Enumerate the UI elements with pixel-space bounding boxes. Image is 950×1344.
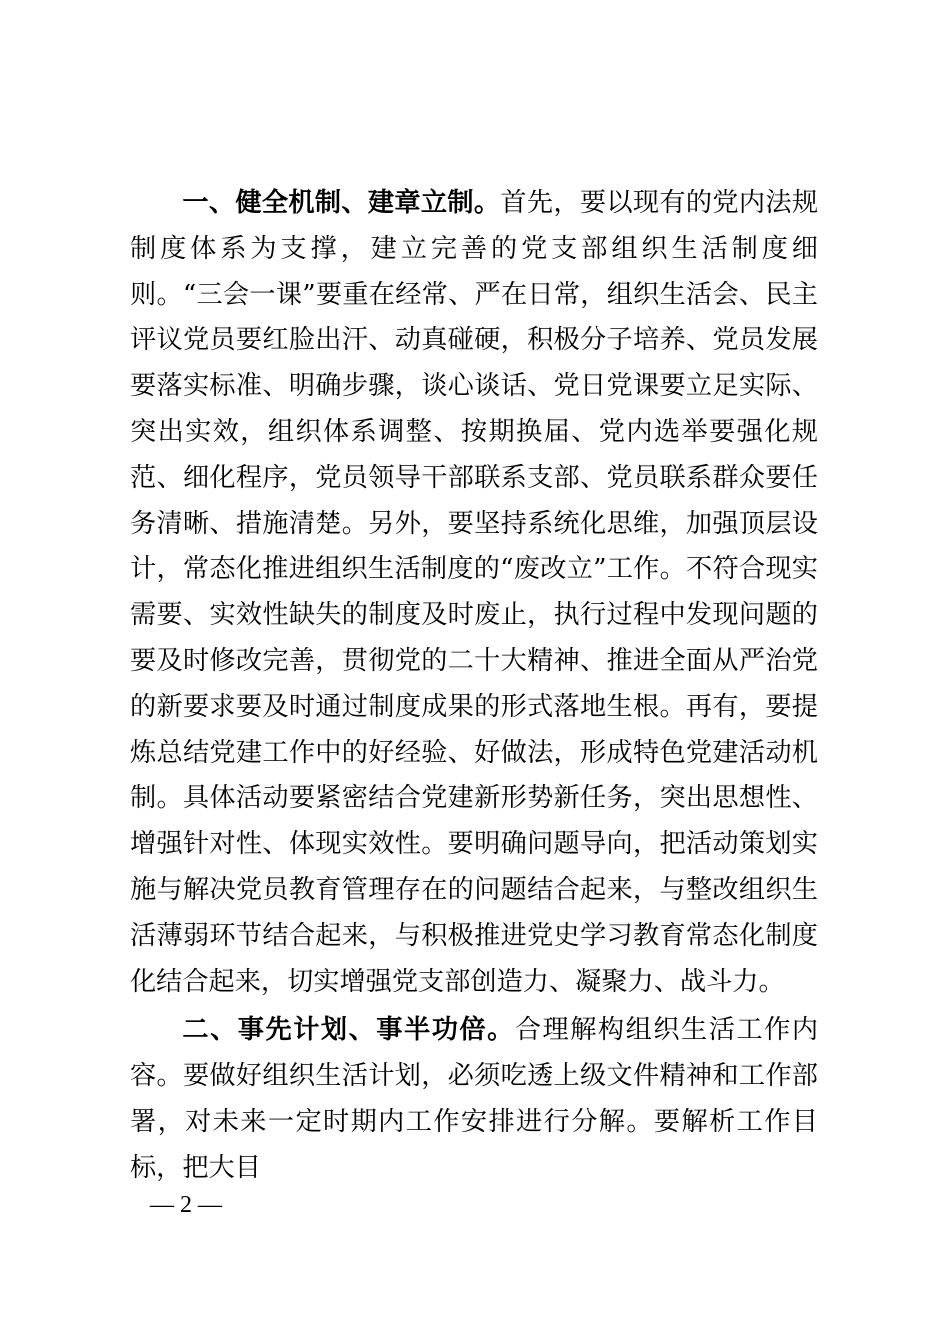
paragraph-2 bbox=[130, 1007, 818, 1191]
page-number: — 2 — bbox=[150, 1192, 222, 1218]
paragraph-1 bbox=[130, 180, 818, 1005]
document-body bbox=[130, 180, 818, 1192]
paragraph-1-text: 首先，要以现有的党内法规制度体系为支撑，建立完善的党支部组织生活制度细则。“三会一课”要重在经常、严在日常，组织生活会、民主评议党员要红脸出汗、动真碰硬，积极分子培养、党员发展要落实标准、明确步骤，谈心谈话、党日党课要立足实际、突出实效，组织体系调整、按期换届、党内选举要强化规范、细化程序，党员领导干部联系支部、党员联系群众要任务清晰、措施清楚。另外，要坚持系统化思维，加强顶层设计，常态化推进组织生活制度的“废改立”工作。不符合现实需要、实效性缺失的制度及时废止，执行过程中发现问题的要及时修改完善，贯彻党的二十大精神、推进全面从严治党的新要求要及时通过制度成果的形式落地生根。再有，要提炼总结党建工作中的好经验、好做法，形成特色党建活动机制。具体活动要紧密结合党建新形势新任务，突出思想性、增强针对性、体现实效性。要明确问题导向，把活动策划实施与解决党员教育管理存在的问题结合起来，与整改组织生活薄弱环节结合起来，与积极推进党史学习教育常态化制度化结合起来，切实增强党支部创造力、凝聚力、战斗力。 bbox=[130, 188, 819, 997]
paragraph-2-heading: 二、事先计划、事半功倍。 bbox=[182, 1014, 515, 1046]
paragraph-1-heading: 一、健全机制、建章立制。 bbox=[182, 187, 501, 218]
paragraph-2-text: 合理解构组织生活工作内容。要做好组织生活计划，必须吃透上级文件精神和工作部署，对未来一定时期内工作安排进行分解。要解析工作目标，把大目 bbox=[130, 1015, 819, 1183]
